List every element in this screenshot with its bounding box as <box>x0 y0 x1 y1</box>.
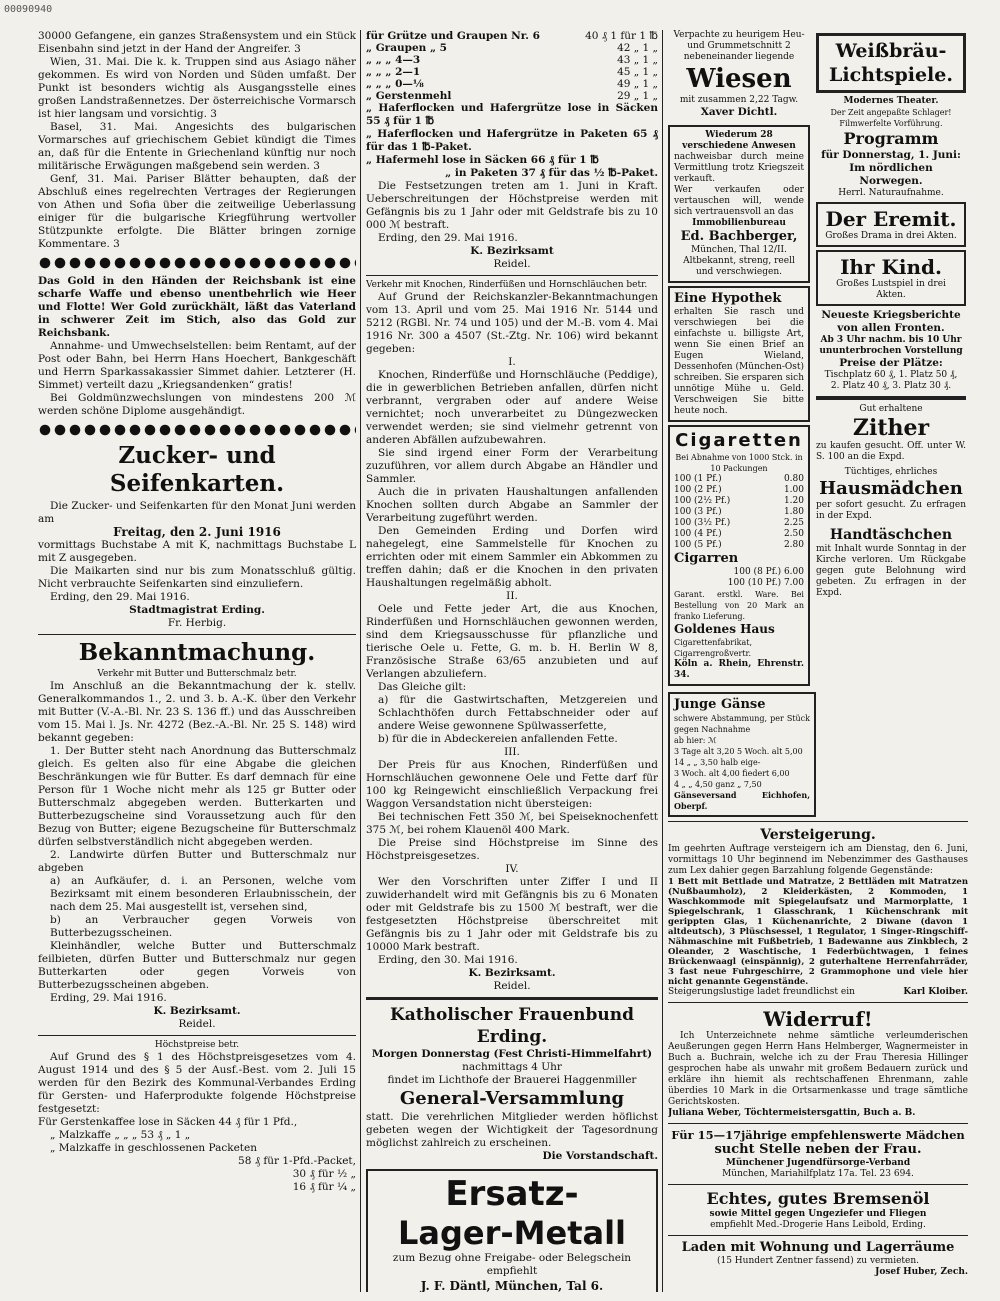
zither-intro: Gut erhaltene <box>859 404 923 414</box>
jugend-address: München, Mariahilfplatz 17a. Tel. 23 694. <box>722 1169 914 1179</box>
hoechstpreise-end: Die Festsetzungen treten am 1. Juni in Kraft. Ueberschreitungen der Höchstpreise werden mit Gefängnis bis zu 1 Jahr oder mit Geldstrafe bis zu 10 000 ℳ bestraft. <box>366 180 658 231</box>
versteigerung-end: Steigerungslustige ladet freundlichst ein <box>668 987 855 997</box>
knochen-para: Oele und Fette jeder Art, die aus Knochen, Rinderfüßen und Hornschläuchen gewonnen werden, sind dem Kriegsausschusse für pflanzliche und tierische Oele u. Fette, G. m. b. H. Berlin W 8, Französische Straße 63/65 anzubieten und auf Verlangen abzuliefern. <box>366 603 658 680</box>
price-value: 49 „ 1 „ <box>617 78 658 90</box>
kino-ad <box>816 33 966 93</box>
cig-quantity: 100 (2 Pf.) <box>674 485 722 495</box>
knochen-para: Das Gleiche gilt: <box>378 681 467 693</box>
column-rule-1 <box>360 30 361 1292</box>
butter-rule-2b: b) an Verbraucher gegen Vorweis von Butterbezugsscheinen. <box>50 914 356 939</box>
widerruf-title: Widerruf! <box>763 1007 873 1031</box>
anwesen-bureau: Immobilienbureau <box>692 218 786 228</box>
frauenbund-date: Morgen Donnerstag (Fest Christi-Himmelfahrt) <box>371 1048 653 1060</box>
cigaretten-row <box>674 485 804 496</box>
gaense-row: 4 „ „ 4,50 ganz „ 7,50 <box>674 780 762 789</box>
hafer-price-4: „ in Paketen 37 ₰ für das ½ ℔-Paket. <box>445 167 658 179</box>
cig-price: 1.80 <box>783 507 804 517</box>
column-2 <box>366 30 658 1292</box>
kino-title-2: Lichtspiele. <box>829 64 953 86</box>
zucker-validity: Die Maikarten sind nur bis zum Monatsschluß gültig. Nicht verbrauchte Seifenkarten sind einzuliefern. <box>38 565 356 590</box>
section-numeral: I. <box>508 356 516 368</box>
anwesen-ad <box>668 125 810 283</box>
anwesen-name: Ed. Bachberger, <box>680 229 798 244</box>
zucker-signer: Fr. Herbig. <box>167 617 227 629</box>
ersatz-sign: J. F. Däntl, München, Tal 6. <box>420 1279 604 1292</box>
kino-title-1: Weißbräu- <box>835 40 947 62</box>
zucker-place: Erding, den 29. Mai 1916. <box>50 591 190 603</box>
price-item: „ „ „ 4—3 <box>366 54 421 66</box>
news-paragraph: 30000 Gefangene, ein ganzes Straßensystem und ein Stück Eisenbahn sind jetzt in der Hand der Angreifer. 3 <box>38 30 356 55</box>
price-item: „ „ „ 2—1 <box>366 66 421 78</box>
knochen-signer: Reidel. <box>493 980 531 992</box>
versteigerung-footer <box>668 987 968 998</box>
ornament-divider <box>38 423 356 437</box>
cigaretten-ad <box>668 425 810 686</box>
cigaretten-address: Köln a. Rhein, Ehrenstr. 34. <box>674 659 804 680</box>
jugend-sub: sucht Stelle neben der Frau. <box>714 1142 922 1157</box>
price-value: 29 „ 1 „ <box>617 90 658 102</box>
gaense-row: ab hier: ℳ <box>674 736 717 745</box>
haus-text: per sofort gesucht. Zu erfragen in der Expd. <box>816 500 966 521</box>
cigaretten-row <box>674 496 804 507</box>
kino-film-1-sub: Herrl. Naturaufnahme. <box>838 188 944 198</box>
hoechstpreise-place: Erding, den 29. Mai 1916. <box>378 232 518 244</box>
ersatz-title-2: Lager-Metall <box>397 1214 627 1252</box>
zucker-title: Zucker- und Seifenkarten. <box>109 442 285 497</box>
kino-programm: Programm <box>843 129 939 148</box>
hypothek-title: Eine Hypothek <box>674 291 782 306</box>
cigaretten-row <box>674 507 804 518</box>
frauenbund-event: General-Versammlung <box>399 1088 625 1109</box>
cigaretten-row <box>674 518 804 529</box>
bremsenoel-title: Echtes, gutes Bremsenöl <box>706 1189 930 1208</box>
cigaretten-note: Garant. erstkl. Ware. Bei Bestellung von 20 Mark an franko Lieferung. <box>674 590 804 621</box>
price-item: „ Gerstenmehl <box>366 90 452 102</box>
knochen-para: Die Preise sind Höchstpreise im Sinne des Höchstpreisgesetzes. <box>366 837 658 862</box>
knochen-place: Erding, den 30. Mai 1916. <box>378 954 518 966</box>
price-value: 43 „ 1 „ <box>617 54 658 66</box>
top-ads-row <box>668 30 968 689</box>
zither-text: zu kaufen gesucht. Off. unter W. S. 100 an die Expd. <box>816 441 966 462</box>
hoechstpreise-signer: Reidel. <box>493 258 531 270</box>
cigaretten-firm-sub: Cigarettenfabrikat, Cigarrengroßvertr. <box>674 638 753 658</box>
cig-quantity: 100 (5 Pf.) <box>674 540 722 550</box>
kino-column <box>816 30 966 689</box>
price-row <box>366 90 658 102</box>
knochen-para: Auch die in privaten Haushaltungen anfallenden Knochen sollten durch Abgabe an Sammler der Verarbeitung zugeführt werden. <box>366 486 658 524</box>
kino-prices-title: Preise der Plätze: <box>839 357 943 369</box>
ersatz-text: zum Bezug ohne Freigabe- oder Belegschein empfiehlt <box>392 1252 632 1277</box>
gaense-title: Junge Gänse <box>674 697 766 712</box>
cigarren-label: Cigarren <box>674 551 739 566</box>
column-rule-2 <box>662 30 663 1292</box>
hoechstpreise-intro: Auf Grund des § 1 des Höchstpreisgesetzes vom 4. August 1914 und des § 5 der Ausf.-Best. vom 2. Juli 15 werden für den Bezirk des Kommunal-Verbandes Erding für Gersten- und Haferprodukte folgende Höchstpreise festgesetzt: <box>38 1051 356 1115</box>
price-value: 42 „ 1 „ <box>617 42 658 54</box>
cigaretten-row <box>674 529 804 540</box>
zucker-text: Die Zucker- und Seifenkarten für den Monat Juni werden am <box>38 500 356 525</box>
frauenbund-location: findet im Lichthofe der Brauerei Haggenmiller <box>387 1074 637 1086</box>
butter-signer: Reidel. <box>178 1018 216 1030</box>
hypothek-text: erhalten Sie rasch und verschwiegen bei die einfachste u. billigste Art, wenn Sie einen Brief an Eugen Wieland, Dessenhofen (München-Ost) schreiben. Sie ersparen sich unnötige Mühe u. Geld. Verschweigen Sie bitte heute noch. <box>674 307 804 416</box>
gaense-row: 3 Woch. alt 4,00 fiedert 6,00 <box>674 769 790 778</box>
jugend-title: Für 15—17jährige empfehlenswerte Mädchen <box>671 1128 965 1142</box>
kino-film-2: Der Eremit. <box>825 207 957 231</box>
cig-quantity: 100 (3½ Pf.) <box>674 518 731 528</box>
butter-place: Erding, 29. Mai 1916. <box>50 992 167 1004</box>
price-row <box>366 54 658 66</box>
kino-film-1: Im nördlichen Norwegen. <box>849 162 933 187</box>
frauenbund-title: Katholischer Frauenbund Erding. <box>389 1005 634 1047</box>
wiesen-size: mit zusammen 2,22 Tagw. <box>679 95 799 105</box>
column-1 <box>38 30 356 1292</box>
gaense-row: 14 „ „ 3,50 halb eige- <box>674 758 761 767</box>
section-numeral: III. <box>504 746 520 758</box>
price-row <box>366 30 658 42</box>
cigaretten-title: Cigaretten <box>675 430 803 451</box>
cig-price: 1.00 <box>783 485 804 495</box>
divider <box>668 1123 968 1124</box>
page-id: 00090940 <box>4 4 53 15</box>
anwesen-title: Wiederum 28 verschiedene Anwesen <box>682 130 796 151</box>
wiesen-title: Wiesen <box>686 64 792 94</box>
gaense-firm: Gänseversand Eichhofen, Oberpf. <box>674 790 810 811</box>
cigaretten-side-note: Bei Abnahme von 1000 Stck. in 10 Packungen <box>675 453 803 473</box>
zither-title: Zither <box>852 415 930 441</box>
zucker-date: Freitag, den 2. Juni 1916 <box>113 525 281 539</box>
column-3 <box>668 30 968 1292</box>
kino-film-2-sub: Großes Drama in drei Akten. <box>825 231 957 241</box>
kino-film-2-box <box>816 202 966 247</box>
bremsenoel-text: sowie Mittel gegen Ungeziefer und Fliegen <box>709 1209 927 1219</box>
knochen-sign: K. Bezirksamt. <box>468 967 556 979</box>
price-item: für Grütze und Graupen Nr. 6 <box>366 30 540 42</box>
knochen-para: Der Preis für aus Knochen, Rinderfüßen und Hornschläuchen gewonnene Oele und Fette darf für 100 kg Reingewicht einschließlich Verpackung frei Waggon Versandstation nicht übersteigen: <box>366 759 658 810</box>
butter-rule-2a: a) an Aufkäufer, d. i. an Personen, welche vom Bezirksamt mit einem besonderen Erlaubnisschein, der nach dem 25. Mai ausgestellt ist, versehen sind, <box>50 875 356 913</box>
butter-rule-2: 2. Landwirte dürfen Butter und Butterschmalz nur abgeben <box>38 849 356 874</box>
jugend-firm: Münchener Jugendfürsorge-Verband <box>725 1158 911 1168</box>
news-basel: Basel, 31. Mai. Angesichts des bulgarischen Vormarsches auf griechischem Gebiet kündigt die Times an, daß für die Entente in Griechenland künftig nur noch militärische Erwägungen maßgebend sein werden. 3 <box>38 121 356 172</box>
knochen-para: Bei technischen Fett 350 ℳ, bei Speiseknochenfett 375 ℳ, bei rohem Klauenöl 400 Mark. <box>366 811 658 836</box>
gold-exchange-points: Annahme- und Umwechselstellen: beim Rentamt, auf der Post oder Bahn, bei Herrn Hans Hoechert, Bankgeschäft und Herrn Sparkassakassier Simmet dahier. Letzterer (H. Simmet) verteilt dazu „Kriegsandenken“ gratis! <box>38 340 356 391</box>
cigaretten-row <box>674 540 804 551</box>
cig-quantity: 100 (2½ Pf.) <box>674 496 731 506</box>
kino-film-3-sub: Großes Lustspiel in drei Akten. <box>836 279 946 300</box>
versteigerung-text-1: Im geehrten Auftrage versteigern ich am Dienstag, den 6. Juni, vormittags 10 Uhr beginnend im Nebenzimmer des Gasthauses zum Lex dahier gegen Barzahlung folgende Gegenstände: <box>668 844 968 876</box>
knochen-para: Wer den Vorschriften unter Ziffer I und II zuwiderhandelt wird mit Gefängnis bis zu 6 Monaten oder mit Geldstrafe bis zu 1500 ℳ bestraft, wer die festgesetzten Höchstpreise überschreitet mit Gefängnis bis zu 1 Jahr oder mit Geldstrafe bis zu 10000 Mark bestraft. <box>366 876 658 953</box>
price-row <box>366 66 658 78</box>
cig-quantity: 100 (1 Pf.) <box>674 474 722 484</box>
knochen-para: Knochen, Rinderfüße und Hornschläuche (Peddige), die in gewerblichen Betrieben anfallen, dürfen nicht verbrannt, vergraben oder auf andere Weise vernichtet; noch unverarbeitet zu Düngezwecken verwendet werden; sie sind vielmehr getrennt von anderen Abfällen aufzubewahren. <box>366 369 658 446</box>
hoechstpreise-sign: K. Bezirksamt <box>470 245 554 257</box>
hypothek-ad <box>668 286 810 422</box>
knochen-intro: Auf Grund der Reichskanzler-Bekanntmachungen vom 13. April und vom 25. Mai 1916 Nr. 5144 und 5212 (RGBl. Nr. 74 und 105) und der M.-B. vom 4. Mai 1916 Nr. 300 a 4507 (St.-Ztg. Nr. 106) wird bekannt gegeben: <box>366 291 658 355</box>
divider <box>366 997 658 1000</box>
knochen-para: Den Gemeinden Erding und Dorfen wird nahegelegt, eine Sammelstelle für Knochen zu errichten oder mit einem Sammler ein Abkommen zu treffen dahin; daß er die Knochen in den privaten Haushaltungen regelmäßig abholt. <box>366 525 658 589</box>
haus-title: Hausmädchen <box>819 478 963 499</box>
ersatz-ad <box>366 1169 658 1292</box>
divider <box>668 1184 968 1185</box>
price-row: Für Gerstenkaffee lose in Säcken 44 ₰ für 1 Pfd., <box>38 1116 298 1128</box>
kino-price-2: 2. Platz 40 ₰, 3. Platz 30 ₰. <box>830 381 952 391</box>
butter-intro: Im Anschluß an die Bekanntmachung der k. stellv. Generalkommandos 1., 2. und 3. b. A.-K. über den Verkehr mit Butter (V.-A.-Bl. Nr. 23 S. 136 ff.) und das Ausschreiben vom 15. Mai l. Js. Nr. 4272 (Bez.-A.-Bl. Nr. 25 S. 148) wird bekannt gegeben: <box>38 680 356 744</box>
wiesen-intro: Verpachte zu heurigem Heu- und Grummetschnitt 2 nebeneinander liegende <box>673 30 805 62</box>
section-numeral: II. <box>506 590 518 602</box>
cigarren-price-1: 100 (8 Pf.) 6.00 <box>733 567 804 577</box>
butter-retail: Kleinhändler, welche Butter und Butterschmalz feilbieten, dürfen Butter und Butterschmalz nur gegen Butterkarten oder gegen Vorweis von Butterbezugsscheinen abgeben. <box>38 940 356 991</box>
anwesen-text-2: Wer verkaufen oder vertauschen will, wende sich vertrauensvoll an das <box>674 185 804 217</box>
cig-quantity: 100 (3 Pf.) <box>674 507 722 517</box>
divider <box>668 821 968 822</box>
butter-rule-1: 1. Der Butter steht nach Anordnung das Butterschmalz gleich. Es gelten also für eine Abgabe die gleichen Beschränkungen wie für Butter. Es darf demnach für eine Person für 1 Woche nicht mehr als 125 gr Butter oder Butterschmalz abgegeben werden. Butterkarten und Butterbezugscheine sind Voraussetzung auch für den Bezug von Butter; eigene Bezugscheine für Butterschmalz dürfen selbstverständlich nicht abgegeben werden. <box>38 745 356 848</box>
gold-diplomas: Bei Goldmünzwechslungen von mindestens 200 ℳ werden schöne Diplome ausgehändigt. <box>38 392 356 417</box>
price-row: „ Malzkaffe „ „ „ 53 ₰ „ 1 „ <box>50 1129 191 1141</box>
laden-text: (15 Hundert Zentner fassend) zu vermieten. <box>716 1256 920 1266</box>
cig-price: 2.80 <box>783 540 804 550</box>
cigarren-price-2: 100 (10 Pf.) 7.00 <box>727 578 804 588</box>
divider <box>816 396 966 400</box>
wiesen-ad <box>668 30 810 689</box>
widerruf-sign: Juliana Weber, Töchtermeistersgattin, Buch a. B. <box>668 1108 916 1118</box>
kino-line-2: Der Zeit angepaßte Schlager! Filmwerfelte Vorführung. <box>830 108 952 128</box>
price-item: „ „ „ 0—⅛ <box>366 78 424 90</box>
section-numeral: IV. <box>505 863 519 875</box>
zucker-times: vormittags Buchstabe A mit K, nachmittags Buchstabe L mit Z ausgegeben. <box>38 539 356 564</box>
versteigerung-text-2: 1 Bett mit Bettlade und Matratze, 2 Bettläden mit Matratzen (Nußbaumholz), 2 Kleiderkästen, 2 Kommoden, 1 Waschkommode mit Spiegelaufsatz und Marmorplatte, 1 Spiegelschrank, 1 Glasschrank, 1 Küchenschrank mit gerippten Glas, 1 Küchenanrichte, 2 Diwane (davon 1 altdeutsch), 3 Plüschsessel, 1 Regulator, 1 Singer-Ringschiff-Nähmaschine mit Fußbetrieb, 1 Badewanne aus Zinkblech, 2 Oleander, 2 Waschtische, 1 Federbüchtwagen, 1 feines Brückenwaagl (einspännig), 2 guterhaltene Herrenfahrräder, 3 fast neue Fuhrgeschirre, 2 Grammophone und viele hier nicht genannte Gegenstände. <box>668 877 968 987</box>
cig-price: 1.20 <box>783 496 804 506</box>
divider <box>668 1235 968 1236</box>
gaense-row: 3 Tage alt 3,20 5 Woch. alt 5,00 <box>674 747 803 756</box>
butter-subject: Verkehr mit Butter und Butterschmalz betr. <box>97 669 297 679</box>
divider <box>38 634 356 635</box>
price-item: „ Graupen „ 5 <box>366 42 447 54</box>
laden-sign: Josef Huber, Zech. <box>875 1267 968 1277</box>
knochen-para: Sie sind irgend einer Form der Verarbeitung zuzuführen, vor allem durch Abgabe an Händler und Sammler. <box>366 447 658 485</box>
kino-price-1: Tischplatz 60 ₰, 1. Platz 50 ₰, <box>824 370 958 380</box>
widerruf-text: Ich Unterzeichnete nehme sämtliche verleumderischen Aeußerungen gegen Herrn Hans Helmberger, Wagnermeister in Buch a. Buchrain, welche ich zu der Frau Theresia Hillinger gesprochen habe als unwahr mit großem Bedauern zurück und erkläre ihn hiemit als rechtschaffenen Ehrenmann, zahle überdies 10 Mark in die Ortsarmenkasse und trage sämtliche Gerichtskosten. <box>668 1031 968 1107</box>
gaense-ad <box>668 692 816 817</box>
price-value: 45 „ 1 „ <box>617 66 658 78</box>
frauenbund-sign: Die Vorstandschaft. <box>542 1150 658 1162</box>
laden-title: Laden mit Wohnung und Lagerräume <box>681 1240 955 1255</box>
anwesen-text-1: nachweisbar durch meine Vermittlung trotz Kriegszeit verkauft. <box>674 152 804 184</box>
cigaretten-firm: Goldenes Haus <box>674 622 775 636</box>
wiesen-sign: Xaver Dichtl. <box>700 106 778 118</box>
tasch-title: Handtäschchen <box>829 527 953 543</box>
news-wien: Wien, 31. Mai. Die k. k. Truppen sind aus Asiago näher gekommen. Es wird von Norden und Süden umfaßt. Der Punkt ist besonders wichtig als Ausgangsstelle eines großen Landstraßennetzes. Der österreichische Vormarsch ist hier langsam und vorsichtig. 3 <box>38 56 356 120</box>
price-row <box>366 78 658 90</box>
price-row: 30 ₰ für ½ „ <box>292 1168 356 1180</box>
ersatz-title-1: Ersatz- <box>445 1174 579 1214</box>
cigaretten-row <box>674 474 804 485</box>
kino-film-3-box <box>816 250 966 306</box>
frauenbund-text: statt. Die verehrlichen Mitglieder werden höflichst gebeten wegen der Wichtigkeit der Tagesordnung möglichst zahlreich zu erscheinen. <box>366 1111 658 1149</box>
gaense-sub: schwere Abstammung, per Stück gegen Nachnahme <box>674 714 810 734</box>
frauenbund-time: nachmittags 4 Uhr <box>462 1061 562 1073</box>
bremsenoel-firm: empfiehlt Med.-Drogerie Hans Leibold, Erding. <box>710 1220 926 1230</box>
kino-day: für Donnerstag, 1. Juni: <box>821 149 961 161</box>
kino-time: Ab 3 Uhr nachm. bis 10 Uhr ununterbrochen Vorstellung <box>819 335 963 356</box>
price-row: 58 ₰ für 1-Pfd.-Packet, <box>238 1155 356 1167</box>
anwesen-end: Altbekannt, streng, reell und verschwiegen. <box>683 256 795 277</box>
price-row: „ Malzkaffe in geschlossenen Packeten <box>50 1142 257 1154</box>
divider <box>366 275 658 276</box>
cig-price: 0.80 <box>783 474 804 484</box>
price-row: 16 ₰ für ¼ „ <box>292 1181 356 1193</box>
kino-film-3: Ihr Kind. <box>840 255 942 279</box>
kino-line-1: Modernes Theater. <box>843 96 939 106</box>
gold-appeal: Das Gold in den Händen der Reichsbank ist eine scharfe Waffe und ebenso unentbehrlich wie Heer und Flotte! Wer Gold zurückhält, läßt das Vaterland in schwerer Zeit im Stich, also das Gold zur Reichsbank. <box>38 275 356 339</box>
versteigerung-sign: Karl Kloiber. <box>903 987 968 997</box>
cig-price: 2.50 <box>783 529 804 539</box>
cig-price: 2.25 <box>783 518 804 528</box>
butter-sign: K. Bezirksamt. <box>153 1005 241 1017</box>
anwesen-address: München, Thal 12/II. <box>691 245 787 255</box>
knochen-para: a) für die Gastwirtschaften, Metzgereien und Schlachthöfen durch Fettabschneider oder auf andere Weise gewonnene Spülwasserfette, <box>378 694 658 732</box>
knochen-subject: Verkehr mit Knochen, Rinderfüßen und Hornschläuchen betr. <box>366 280 648 290</box>
hafer-price-2: „ Haferflocken und Hafergrütze in Paketen 65 ₰ für das 1 ℔-Paket. <box>366 128 658 153</box>
tasch-text: mit Inhalt wurde Sonntag in der Kirche verloren. Um Rückgabe gegen gute Belohnung wird gebeten. Zu erfragen in der Expd. <box>816 544 966 598</box>
price-row <box>366 42 658 54</box>
price-value: 40 ₰ 1 für 1 ℔ <box>585 30 658 42</box>
cig-quantity: 100 (4 Pf.) <box>674 529 722 539</box>
bekanntmachung-title: Bekanntmachung. <box>78 639 316 666</box>
knochen-para: b) für die in Abdeckereien anfallenden Fette. <box>378 733 618 745</box>
versteigerung-title: Versteigerung. <box>760 827 876 843</box>
hafer-price-3: „ Hafermehl lose in Säcken 66 ₰ für 1 ℔ <box>366 154 599 166</box>
hafer-price-1: „ Haferflocken und Hafergrütze lose in Säcken 55 ₰ für 1 ℔ <box>366 102 658 127</box>
news-genf: Genf, 31. Mai. Pariser Blätter behaupten, daß der Abschluß eines regelrechten Vertrages der Regierungen von Athen und Sofia über die zeitweilige Ueberlassung einiger für die bulgarische Kriegführung wertvoller Stützpunkte erfolgte. Die Blätter bringen zornige Kommentare. 3 <box>38 173 356 250</box>
zucker-sign: Stadtmagistrat Erding. <box>129 604 265 616</box>
hoechstpreise-subject: Höchstpreise betr. <box>154 1040 240 1050</box>
haus-intro: Tüchtiges, ehrliches <box>844 467 938 477</box>
divider <box>38 1035 356 1036</box>
ornament-divider <box>38 256 356 270</box>
kino-news-1: Neueste Kriegsberichte <box>821 309 961 321</box>
kino-news-2: von allen Fronten. <box>837 322 945 334</box>
divider <box>668 1002 968 1003</box>
